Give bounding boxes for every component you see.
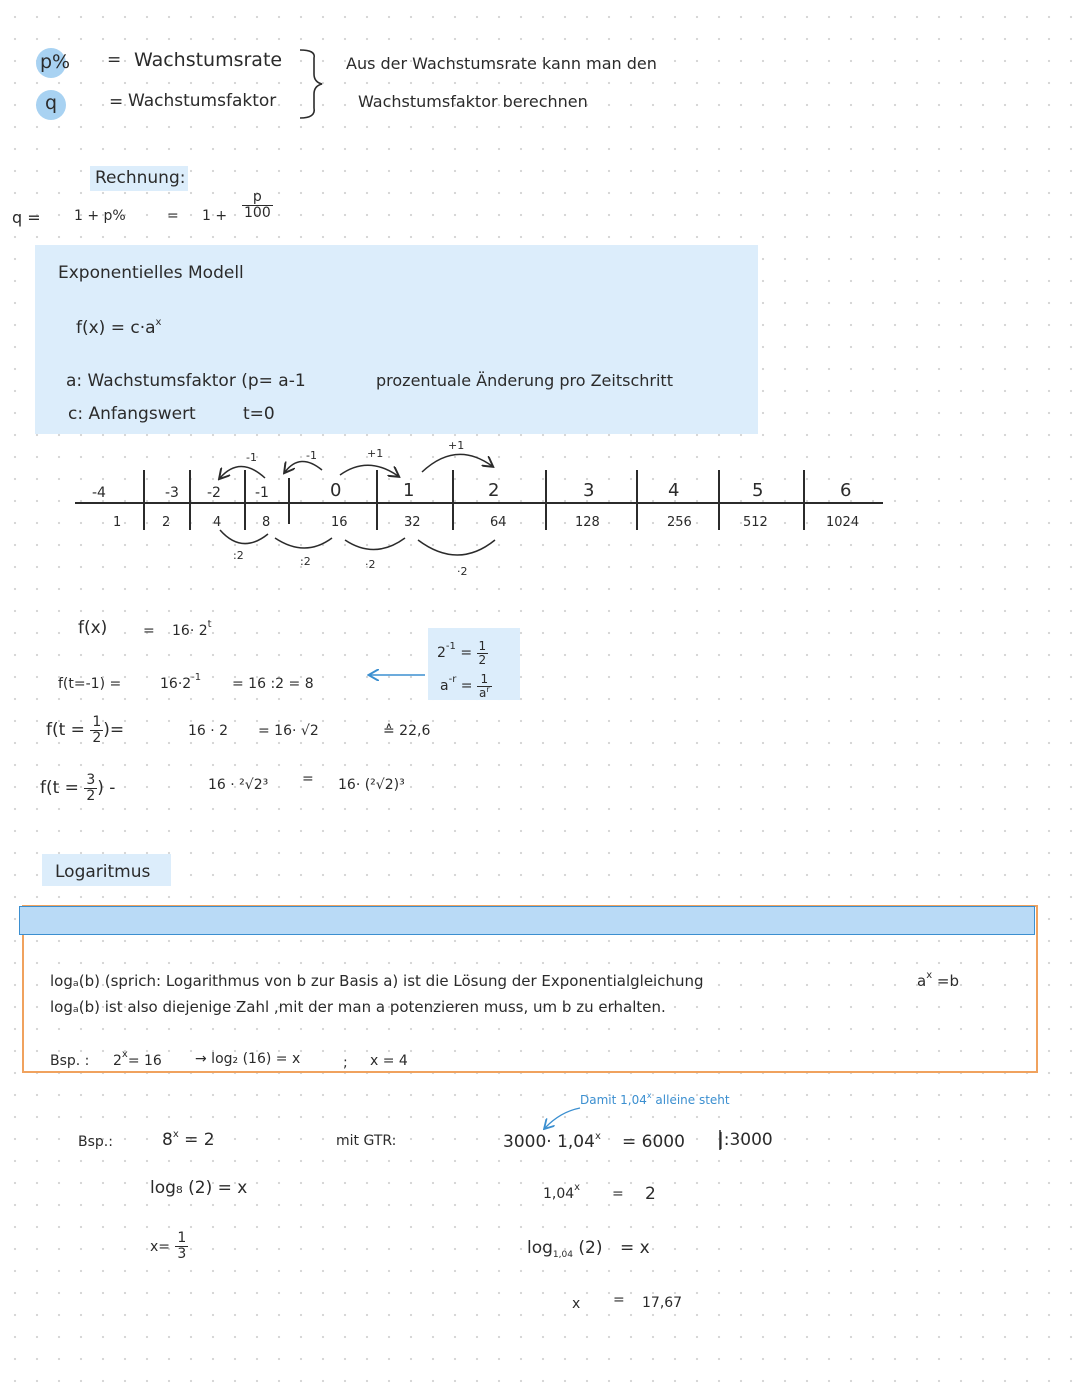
ex2-g2-left: 1,04 (543, 1186, 575, 1202)
number-line-top-label: 1 (403, 480, 415, 501)
model-formula-text: f(x) = c·a (76, 318, 156, 338)
q-symbol: q (45, 92, 58, 114)
ex-line3-frac-n: 3 (86, 772, 96, 788)
rule1-exp: -1 (445, 641, 456, 653)
number-line-bottom-label: 16 (331, 515, 348, 530)
ex2-g2-eq: = (612, 1186, 624, 1202)
ex-line1-left: f(t=-1) = (58, 676, 122, 692)
ex2-g3-log: log (527, 1238, 553, 1258)
number-line-bottom-label: 4 (213, 515, 222, 530)
ex2-eq1 (162, 1129, 215, 1150)
ex2-note-exp: x (646, 1091, 652, 1100)
ex-line2-left (46, 715, 124, 745)
formula-one-plus: 1 + (202, 208, 228, 224)
rule2: $a^{-r}$ = $\frac{1}{a^r}$ (440, 672, 490, 700)
ex-line1-mid (160, 672, 202, 692)
ex-line2-frac-n: 1 (92, 714, 102, 730)
ex-line2-close: )= (103, 720, 125, 741)
ex2-eq1-base: 8 (162, 1130, 173, 1150)
ex-line2-mid: 16 · 2 (188, 723, 229, 739)
ex2-g4-left: x (572, 1296, 581, 1312)
log-def-line1: logₐ(b) (sprich: Logarithmus von b zur Basis a) ist die Lösung der Exponentialgleichung (50, 972, 704, 990)
rule1-den: 2 (478, 652, 487, 667)
number-line-top-label: -2 (207, 485, 221, 501)
number-line-arc-label-above: +1 (448, 439, 465, 452)
ex2-g1-div: |:3000 (718, 1130, 773, 1150)
rate-label: Wachstumsrate (134, 49, 283, 71)
ex2-gtr: mit GTR: (336, 1133, 397, 1149)
number-line-bottom-label: 8 (262, 515, 271, 530)
frac-den: 100 (244, 204, 271, 221)
p-symbol: p% (40, 51, 71, 73)
ex-line3-mid: 16 · ²√2³ (208, 777, 269, 793)
ex-line3-close: ) - (97, 778, 116, 799)
rule2-den-exp: r (486, 684, 490, 694)
ex-line1-exp: -1 (191, 672, 202, 683)
number-line-bottom-label: 512 (743, 515, 768, 530)
ex-line3-left (40, 773, 115, 803)
rule1-num: 1 (478, 639, 487, 653)
note-line1: Aus der Wachstumsrate kann man den (346, 54, 657, 73)
number-line-bottom-label: 64 (490, 515, 507, 530)
ex2-g4-eq: = (613, 1292, 625, 1308)
ex-line2-right: = 16· √2 (258, 723, 319, 739)
rule2-exp: -r (448, 674, 457, 686)
number-line-bottom-label: 1024 (826, 515, 860, 530)
rate-eq: = (107, 50, 122, 70)
rule2-base: a (440, 678, 449, 695)
rule2-den: a (478, 685, 487, 700)
number-line-bottom-label: 2 (162, 515, 171, 530)
log-title: Logaritmus (55, 862, 151, 882)
ex2-g3-arg: (2) (578, 1238, 603, 1258)
ex-line3-eq: = (302, 771, 314, 787)
ex2-eq3-num: 1 (177, 1230, 187, 1246)
model-line-c: c: Anfangswert (68, 404, 196, 424)
log-def-rhs (917, 970, 959, 990)
rule1-base: 2 (437, 645, 446, 662)
log-def-line2: logₐ(b) ist also diejenige Zahl ,mit der man a potenzieren muss, um b zu erhalten. (50, 998, 666, 1016)
formula-left: 1 + p% (74, 208, 126, 224)
ex2-g1-left: 3000· 1,04 (503, 1132, 595, 1152)
ex2-eq3-left: x= (150, 1239, 171, 1256)
number-line-arc-label-above: -1 (306, 449, 317, 462)
q-eq-left: q = (12, 208, 41, 227)
fx-eq: = (143, 623, 155, 639)
ex2-g3 (527, 1238, 603, 1260)
ex-line3-left-text: f(t = (40, 778, 79, 799)
ex2-g4-right: 17,67 (642, 1295, 683, 1311)
number-line-arc-label-above: -1 (246, 451, 257, 464)
ex2-g3-sub: 1,04 (552, 1250, 573, 1260)
log-bsp-x: x = 4 (370, 1053, 408, 1069)
number-line-top-label: 4 (668, 480, 680, 501)
number-line-arc-label-below: ·2 (365, 558, 376, 571)
fx-rhs-text: 16· 2 (172, 623, 208, 639)
log-bsp-eq (113, 1049, 162, 1069)
rule1: $2^{-1}$ = $\frac{1}{2}$ (437, 639, 487, 667)
log-bsp-label: Bsp. : (50, 1053, 90, 1069)
number-line-top-label: 3 (583, 480, 595, 501)
ex-line2-frac-d: 2 (92, 729, 102, 746)
ex2-eq1-rhs: = 2 (184, 1130, 215, 1150)
ex2-g2 (543, 1182, 581, 1202)
log-bsp-exp: x (121, 1049, 128, 1060)
number-line-arc-label-below: ·2 (457, 565, 468, 578)
log-def-rhs-exp: x (926, 970, 933, 981)
model-title: Exponentielles Modell (58, 263, 244, 283)
note-line2: Wachstumsfaktor berechnen (358, 92, 588, 111)
ex2-note-text: Damit 1,04 (580, 1093, 647, 1107)
number-line-arc-label-above: +1 (367, 447, 384, 460)
ex2-g2-right: 2 (645, 1184, 656, 1204)
ex2-note-end: alleine steht (655, 1093, 730, 1107)
number-line-top-label: 5 (752, 480, 764, 501)
ex-line2-approx: ≙ 22,6 (383, 723, 431, 739)
ex2-g1-exp: x (594, 1131, 601, 1142)
fx-rhs (172, 619, 212, 639)
rule2-num: 1 (477, 673, 492, 687)
factor-label: Wachstumsfaktor (128, 91, 277, 111)
number-line-top-label: -1 (255, 485, 269, 501)
number-line-top-label: -4 (92, 485, 106, 501)
log-bsp-arrow: → log₂ (16) = x (195, 1051, 301, 1067)
number-line-arc-label-below: :2 (300, 555, 311, 568)
rechnung-label: Rechnung: (95, 168, 186, 188)
frac-num: p (242, 190, 273, 206)
log-def-rhs-base: a (917, 972, 927, 990)
ex2-g3-eq: = x (620, 1238, 650, 1258)
number-line-bottom-label: 1 (113, 515, 122, 530)
number-line-bottom-label: 32 (404, 515, 421, 530)
log-bsp-rhs: = 16 (127, 1053, 162, 1069)
ex-line2-left-text: f(t = (46, 720, 85, 741)
ex-line3-right: 16· (²√2)³ (338, 777, 405, 793)
ex2-eq1-exp: x (172, 1129, 179, 1140)
number-line-top-label: 2 (488, 480, 500, 501)
log-frame-header (19, 906, 1035, 935)
number-line-top-label: 0 (330, 480, 342, 501)
fx-label: f(x) (78, 618, 108, 638)
ex2-g1 (503, 1131, 601, 1152)
formula-equals: = (167, 208, 179, 224)
number-line-bottom-label: 128 (575, 515, 600, 530)
ex-line1-mid-text: 16·2 (160, 676, 192, 692)
fx-rhs-exp: t (207, 619, 212, 630)
ex2-note (580, 1091, 730, 1107)
model-formula-exp: x (155, 317, 162, 328)
ex2-eq3-den: 3 (177, 1245, 187, 1262)
log-bsp-base: 2 (113, 1053, 122, 1069)
ex-line1-right: = 16 :2 = 8 (232, 676, 314, 692)
log-def-rhs-eq: =b (936, 972, 959, 990)
ex2-eq3 (150, 1231, 188, 1261)
model-line-a-right: prozentuale Änderung pro Zeitschritt (376, 371, 673, 390)
number-line-top-label: 6 (840, 480, 852, 501)
model-line-a: a: Wachstumsfaktor (p= a-1 (66, 371, 306, 391)
number-line-bottom-label: 256 (667, 515, 692, 530)
number-line-arc-label-below: :2 (233, 549, 244, 562)
log-bsp-semi: ; (343, 1055, 348, 1071)
factor-eq: = (109, 92, 124, 112)
model-line-c-t: t=0 (243, 404, 275, 424)
ex2-bsp-label: Bsp.: (78, 1134, 113, 1150)
ex-line3-frac-d: 2 (86, 787, 96, 804)
ex2-eq2: log₈ (2) = x (150, 1178, 248, 1198)
ex2-g2-exp: x (574, 1182, 581, 1193)
ex2-g1-right: = 6000 (622, 1132, 685, 1152)
number-line-top-label: -3 (165, 485, 179, 501)
